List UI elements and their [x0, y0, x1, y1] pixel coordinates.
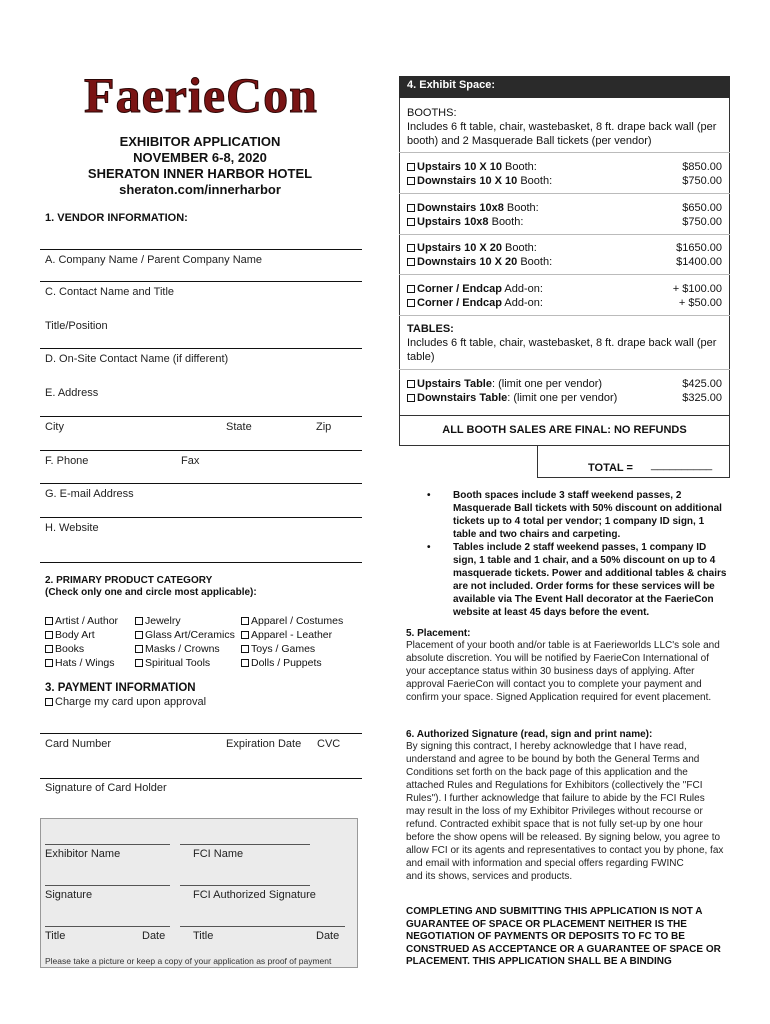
- title-label-2: Title: [193, 930, 214, 942]
- contact-name-line[interactable]: [40, 281, 362, 282]
- charge-card-option[interactable]: Charge my card upon approval: [45, 696, 206, 708]
- checkbox-icon[interactable]: [241, 631, 249, 639]
- fax-label: Fax: [181, 455, 200, 467]
- product-category-subtitle: (Check only one and circle most applicable):: [45, 587, 257, 598]
- fci-signature-line[interactable]: [180, 885, 310, 886]
- booth-option[interactable]: Downstairs 10x8 Booth: $650.00: [407, 201, 722, 215]
- category-option[interactable]: Toys / Games: [241, 642, 343, 656]
- title-position-label: Title/Position: [45, 320, 108, 332]
- state-label: State: [226, 421, 252, 433]
- placement-title: 5. Placement:: [406, 628, 471, 639]
- date-label-1: Date: [142, 930, 166, 942]
- separator: [399, 234, 730, 235]
- booth-price: $1650.00: [676, 242, 722, 254]
- faeriecon-logo: [60, 64, 342, 124]
- checkbox-icon[interactable]: [135, 645, 143, 653]
- binding-notice: COMPLETING AND SUBMITTING THIS APPLICATION IS NOT A GUARANTEE OF SPACE OR PLACEMENT NEITHER IS THE NEGOTIATION OF PAYMENTS OR DEPOSITS TO FC TO BE CONSTRUED AS ACCEPTANCE OR A GUARANTEE OF SPACE OR PLACEMENT. THIS APPLICATION SHALL BE A BINDING: [406, 906, 721, 967]
- checkbox-icon[interactable]: [241, 645, 249, 653]
- addon-option[interactable]: Corner / Endcap Add-on: + $50.00: [407, 296, 722, 310]
- company-name-label: A. Company Name / Parent Company Name: [45, 254, 263, 266]
- list-item: • Booth spaces include 3 staff weekend passes, 2 Masquerade Ball tickets with 50% discount on additional tickets up to 4 total per vendor; 1 company ID sign, 1 table and two chairs and carpeting.: [427, 489, 727, 541]
- separator: [399, 193, 730, 194]
- website-entry-line[interactable]: [40, 562, 362, 563]
- city-line[interactable]: [40, 416, 362, 417]
- checkbox-icon[interactable]: [241, 617, 249, 625]
- signature-line[interactable]: [45, 885, 170, 886]
- cvc-label: CVC: [317, 738, 341, 750]
- phone-label: F. Phone: [45, 455, 89, 467]
- exhibitor-name-line[interactable]: [45, 844, 170, 845]
- checkbox-icon[interactable]: [407, 380, 415, 388]
- booths-description: Includes 6 ft table, chair, wastebasket, 8 ft. drape back wall (per booth) and 2 Masquerade Ball tickets (per vendor): [407, 121, 717, 147]
- category-option[interactable]: Spiritual Tools: [135, 656, 235, 670]
- booth-price: $850.00: [682, 161, 722, 173]
- separator: [399, 274, 730, 275]
- card-number-line[interactable]: [40, 733, 362, 734]
- tables-label: TABLES:: [407, 323, 454, 335]
- card-number-label: Card Number: [45, 738, 112, 750]
- title-line-1[interactable]: [45, 926, 170, 927]
- separator: [399, 369, 730, 370]
- zip-label: Zip: [316, 421, 332, 433]
- checkbox-icon[interactable]: [407, 394, 415, 402]
- category-option[interactable]: Books: [45, 642, 118, 656]
- booth-option[interactable]: Downstairs 10 X 10 Booth: $750.00: [407, 174, 722, 188]
- total-label: TOTAL =: [588, 462, 633, 474]
- phone-line[interactable]: [40, 450, 362, 451]
- total-box: [537, 446, 730, 478]
- authorized-signature-body-end: and its shows, services and products.: [406, 871, 573, 882]
- no-refunds-notice: ALL BOOTH SALES ARE FINAL: NO REFUNDS: [399, 415, 730, 446]
- booth-price: $750.00: [682, 175, 722, 187]
- category-option[interactable]: Dolls / Puppets: [241, 656, 343, 670]
- tables-description: Includes 6 ft table, chair, wastebasket, 8 ft. drape back wall (per table): [407, 337, 717, 363]
- category-option[interactable]: Apparel - Leather: [241, 628, 343, 642]
- addon-price: + $100.00: [672, 283, 722, 295]
- checkbox-icon[interactable]: [241, 659, 249, 667]
- booths-label: BOOTHS:: [407, 107, 457, 119]
- category-option[interactable]: Glass Art/Ceramics: [135, 628, 235, 642]
- separator: [399, 315, 730, 316]
- onsite-contact-line[interactable]: [40, 348, 362, 349]
- date-label-2: Date: [316, 930, 340, 942]
- category-option[interactable]: Masks / Crowns: [135, 642, 235, 656]
- booth-price: $1400.00: [676, 256, 722, 268]
- category-option[interactable]: Hats / Wings: [45, 656, 118, 670]
- booth-option[interactable]: Upstairs 10x8 Booth: $750.00: [407, 215, 722, 229]
- card-holder-label: Signature of Card Holder: [45, 782, 167, 794]
- checkbox-icon[interactable]: [407, 163, 415, 171]
- authorized-signature-title: 6. Authorized Signature (read, sign and print name):: [406, 729, 653, 740]
- table-price: $425.00: [682, 378, 722, 390]
- fci-signature-label: FCI Authorized Signature: [193, 889, 316, 901]
- table-option[interactable]: Upstairs Table: (limit one per vendor) $425.00: [407, 377, 722, 391]
- checkbox-icon[interactable]: [407, 177, 415, 185]
- checkbox-icon[interactable]: [45, 659, 53, 667]
- checkbox-icon[interactable]: [135, 617, 143, 625]
- booth-option[interactable]: Upstairs 10 X 20 Booth: $1650.00: [407, 241, 722, 255]
- address-label: E. Address: [45, 387, 99, 399]
- logo-text: FaerieCon: [84, 67, 318, 123]
- tables-section: [407, 322, 722, 364]
- checkbox-icon[interactable]: [45, 645, 53, 653]
- checkbox-icon[interactable]: [45, 617, 53, 625]
- checkbox-icon[interactable]: [45, 631, 53, 639]
- city-label: City: [45, 421, 64, 433]
- placement-section: [406, 628, 726, 704]
- table-option[interactable]: Downstairs Table: (limit one per vendor) $325.00: [407, 391, 722, 405]
- checkbox-icon[interactable]: [407, 244, 415, 252]
- payment-info-title: 3. PAYMENT INFORMATION: [45, 682, 196, 694]
- onsite-contact-label: D. On-Site Contact Name (if different): [45, 353, 229, 365]
- title-line-2[interactable]: [180, 926, 345, 927]
- category-column-2: [135, 614, 235, 670]
- title-label-1: Title: [45, 930, 66, 942]
- exhibitor-name-label: Exhibitor Name: [45, 848, 121, 860]
- website-label: H. Website: [45, 522, 99, 534]
- category-column-1: [45, 614, 118, 670]
- product-category-title: 2. PRIMARY PRODUCT CATEGORY: [45, 575, 213, 586]
- checkbox-icon[interactable]: [407, 299, 415, 307]
- venue-website: sheraton.com/innerharbor: [119, 182, 281, 197]
- email-label: G. E-mail Address: [45, 488, 134, 500]
- category-option[interactable]: Jewelry: [135, 614, 235, 628]
- proof-of-payment-note: Please take a picture or keep a copy of your application as proof of payment: [45, 956, 332, 966]
- expiration-label: Expiration Date: [226, 738, 302, 750]
- checkbox-icon[interactable]: [407, 204, 415, 212]
- booth-option[interactable]: Upstairs 10 X 10 Booth: $850.00: [407, 160, 722, 174]
- checkbox-icon[interactable]: [45, 698, 53, 706]
- separator: [399, 152, 730, 153]
- checkbox-icon[interactable]: [407, 218, 415, 226]
- booths-section: [407, 106, 722, 148]
- checkbox-icon[interactable]: [407, 258, 415, 266]
- company-name-line[interactable]: [40, 249, 362, 250]
- booth-price: $750.00: [682, 216, 722, 228]
- fci-name-label: FCI Name: [193, 848, 244, 860]
- vendor-info-title: 1. VENDOR INFORMATION:: [45, 212, 188, 224]
- category-column-3: [241, 614, 343, 670]
- event-venue: SHERATON INNER HARBOR HOTEL: [87, 166, 313, 181]
- placement-body: Placement of your booth and/or table is at Faerieworlds LLC's sole and absolute discretion. You will be notified by FaerieCon International of your acceptance status within 30 business days of applying. After approval FaerieCon will contact you to complete your payment and confirm your space. Signed Application required for event placement.: [406, 640, 720, 703]
- authorized-signature-section: [406, 729, 726, 883]
- event-dates: NOVEMBER 6-8, 2020: [133, 150, 267, 165]
- inclusions-list: [427, 489, 727, 619]
- checkbox-icon[interactable]: [135, 659, 143, 667]
- exhibitor-application-heading: EXHIBITOR APPLICATION: [119, 134, 281, 149]
- logo-graphic: [60, 64, 342, 124]
- authorized-signature-body: By signing this contract, I hereby acknowledge that I have read, understand and agree to be bound by both the General Terms and Conditions set forth on the back page of this application and the attached Rules and Regulations for Exhibitors (collectively the "FCI Rules"). I further acknowledge that failure to abide by the FCI Rules may result in the loss of my Exhibitor Privileges without recourse or refund. Contracted exhibit space that is not fully set-up by one hour before the show opens will be released. By signing below, you agree to allow FCI or its agents and representatives to contact you by phone, fax and email with information and special offers regarding FWINC: [406, 741, 724, 869]
- addon-option[interactable]: Corner / Endcap Add-on: + $100.00: [407, 282, 722, 296]
- fci-name-line[interactable]: [180, 844, 310, 845]
- booth-price: $650.00: [682, 202, 722, 214]
- card-holder-line[interactable]: [40, 778, 362, 779]
- list-item: • Tables include 2 staff weekend passes, 1 company ID sign, 1 table and 1 chair, and a 50% discount on up to 4 masquerade tickets. Power and additional tables & chairs are not included. Order forms for these services will be available via The Event Hall decorator at the FaerieCon website at least 45 days before the event.: [427, 541, 727, 619]
- contact-name-label: C. Contact Name and Title: [45, 286, 175, 298]
- category-option[interactable]: Body Art: [45, 628, 118, 642]
- website-line[interactable]: [40, 517, 362, 518]
- exhibit-space-heading: 4. Exhibit Space:: [399, 76, 730, 98]
- table-price: $325.00: [682, 392, 722, 404]
- category-option[interactable]: Artist / Author: [45, 614, 118, 628]
- email-line[interactable]: [40, 483, 362, 484]
- addon-price: + $50.00: [678, 297, 722, 309]
- category-option[interactable]: Apparel / Costumes: [241, 614, 343, 628]
- signature-label: Signature: [45, 889, 93, 901]
- checkbox-icon[interactable]: [407, 285, 415, 293]
- booth-option[interactable]: Downstairs 10 X 20 Booth: $1400.00: [407, 255, 722, 269]
- total-input[interactable]: __________: [651, 459, 713, 471]
- checkbox-icon[interactable]: [135, 631, 143, 639]
